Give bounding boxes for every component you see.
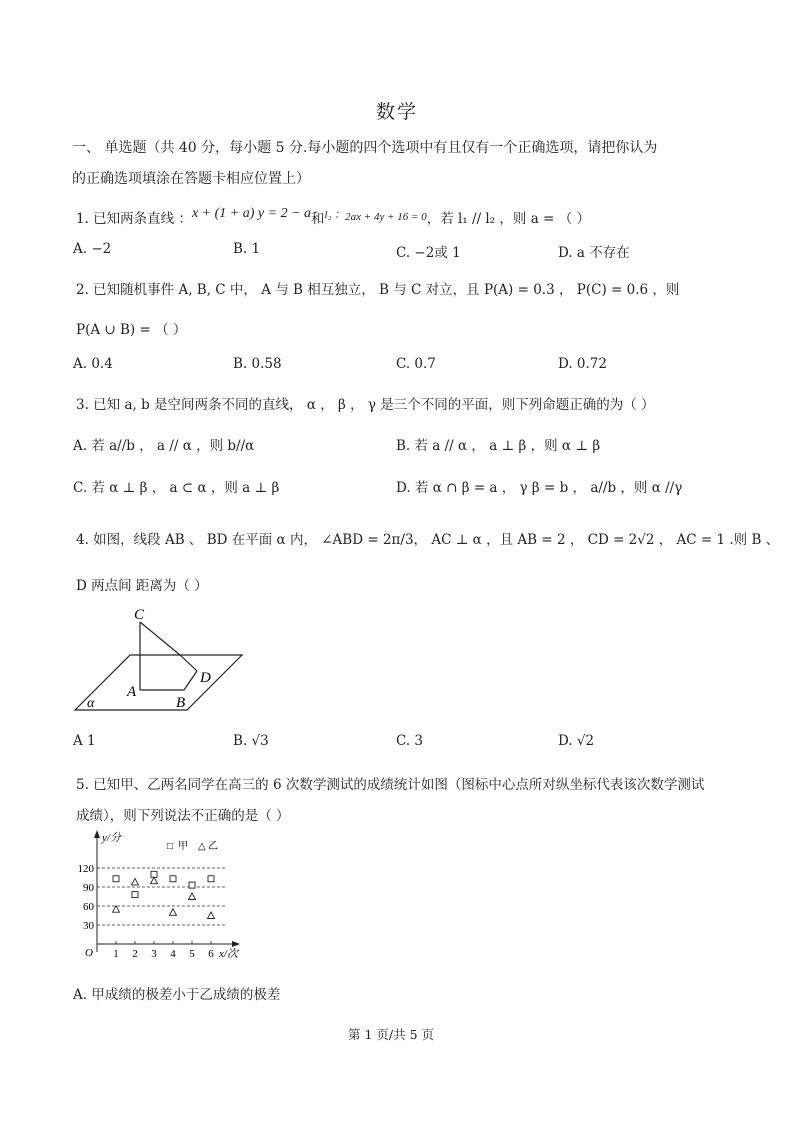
legend-label-jia: 甲 (178, 841, 188, 852)
q4-stem-line2: D 两点间 距离为（ ） (76, 578, 208, 594)
q1-prefix: 1. 已知两条直线 ： (76, 211, 192, 227)
point-yi (189, 893, 196, 900)
x-tick-label: 4 (170, 948, 176, 960)
q2-option-c[interactable]: C. 0.7 (396, 356, 436, 372)
legend-item-yi: △ (198, 841, 206, 852)
q5-option-a[interactable]: A. 甲成绩的极差小于乙成绩的极差 (73, 987, 281, 1003)
x-axis-label: x/次 (219, 948, 238, 960)
q3-option-b[interactable]: B. 若 a // α ， a ⊥ β ，则 α ⊥ β (396, 438, 601, 454)
q4-option-c[interactable]: C. 3 (396, 733, 424, 749)
x-tick-label: 5 (189, 948, 195, 960)
legend-item-jia: □ (167, 841, 174, 852)
q4-geometry-figure (72, 604, 262, 714)
page-title: 数学 (376, 101, 419, 123)
q1-option-a[interactable]: A. −2 (73, 241, 112, 257)
q1-l2-label: l₂ ： (324, 209, 346, 221)
q5-stem-line1: 5. 已知甲、乙两名同学在高三的 6 次数学测试的成绩统计如图（图标中心点所对纵坐标代表该次数学测试 (76, 777, 705, 793)
q1-line1-eq: x + (1 + a) y = 2 − a (191, 206, 312, 221)
q2-stem-line2: P(A ∪ B) = （ ） (76, 322, 187, 338)
q1-option-d[interactable]: D. a 不存在 (558, 245, 630, 261)
q1-condition: ，若 l₁ // l₂ ，则 a = （ ） (426, 211, 590, 227)
x-tick-label: 6 (208, 948, 214, 960)
q5-stem-line2: 成绩），则下列说法不正确的是（ ） (76, 808, 290, 824)
q3-stem: 3. 已知 a, b 是空间两条不同的直线， α ， β ， γ 是三个不同的平面，则下列命题正确的为（ ） (76, 397, 655, 413)
point-jia (113, 876, 119, 882)
segment-cd-lower (180, 655, 197, 671)
segment-bd (184, 671, 197, 690)
origin-label: O (85, 947, 93, 959)
y-tick-label: 30 (83, 920, 94, 932)
x-tick-label: 2 (132, 948, 138, 960)
section-header-line1: 一、 单选题（共 40 分，每小题 5 分.每小题的四个选项中有且仅有一个正确选项，请把你认为 (72, 140, 658, 156)
y-axis-label: y/分 (102, 832, 121, 844)
label-c: C (134, 607, 145, 623)
q1-option-c[interactable]: C. −2或 1 (396, 245, 461, 261)
q1-line2-eq: 2ax + 4y + 16 = 0 (345, 211, 427, 223)
legend-label-yi: 乙 (208, 841, 218, 852)
label-a: A (127, 684, 137, 700)
q4-option-b[interactable]: B. √3 (233, 733, 269, 749)
point-jia (189, 882, 195, 888)
page-footer: 第 1 页/共 5 页 (348, 1027, 435, 1042)
point-yi (170, 909, 177, 916)
q2-option-d[interactable]: D. 0.72 (558, 356, 607, 372)
q1-option-b[interactable]: B. 1 (233, 241, 261, 257)
x-tick-label: 3 (151, 948, 157, 960)
x-axis-arrow (232, 941, 240, 947)
point-yi (151, 877, 158, 884)
point-yi (113, 906, 120, 913)
point-jia (132, 892, 138, 898)
q5-scatter-chart (72, 830, 252, 960)
q4-option-a[interactable]: A 1 (73, 733, 96, 749)
segment-cd-upper (140, 622, 180, 655)
section-header-line2: 的正确选项填涂在答题卡相应位置上） (72, 171, 310, 187)
plane-alpha (75, 655, 242, 710)
point-yi (208, 912, 215, 919)
y-tick-label: 60 (83, 901, 94, 913)
y-axis-arrow (94, 830, 100, 838)
q2-option-a[interactable]: A. 0.4 (73, 356, 113, 372)
label-alpha: α (87, 696, 95, 711)
q1-and: 和 (311, 211, 325, 227)
y-tick-label: 90 (83, 882, 94, 894)
label-d: D (200, 670, 211, 686)
q2-option-b[interactable]: B. 0.58 (233, 356, 282, 372)
point-jia (170, 876, 176, 882)
point-jia (208, 876, 214, 882)
q3-option-c[interactable]: C. 若 α ⊥ β ， a ⊂ α ，则 a ⊥ β (73, 480, 280, 496)
label-b: B (176, 695, 186, 711)
q2-stem-line1: 2. 已知随机事件 A, B, C 中， A 与 B 相互独立， B 与 C 对立，且 P(A) = 0.3 ， P(C) = 0.6 ，则 (76, 282, 680, 298)
y-tick-label: 120 (77, 863, 94, 875)
q1-stem (76, 207, 590, 228)
q3-option-a[interactable]: A. 若 a//b ， a // α ，则 b//α (73, 438, 255, 454)
point-yi (132, 878, 139, 885)
x-tick-label: 1 (113, 948, 119, 960)
q3-option-d[interactable]: D. 若 α ∩ β = a ， γ β = b ， a//b ，则 α //γ (396, 480, 683, 496)
q4-stem-line1: 4. 如图，线段 AB 、 BD 在平面 α 内， ∠ABD = 2π/3， AC ⊥ α ，且 AB = 2 ， CD = 2√2 ， AC = 1 .则 B 、 (76, 532, 780, 548)
q4-option-d[interactable]: D. √2 (558, 733, 595, 749)
